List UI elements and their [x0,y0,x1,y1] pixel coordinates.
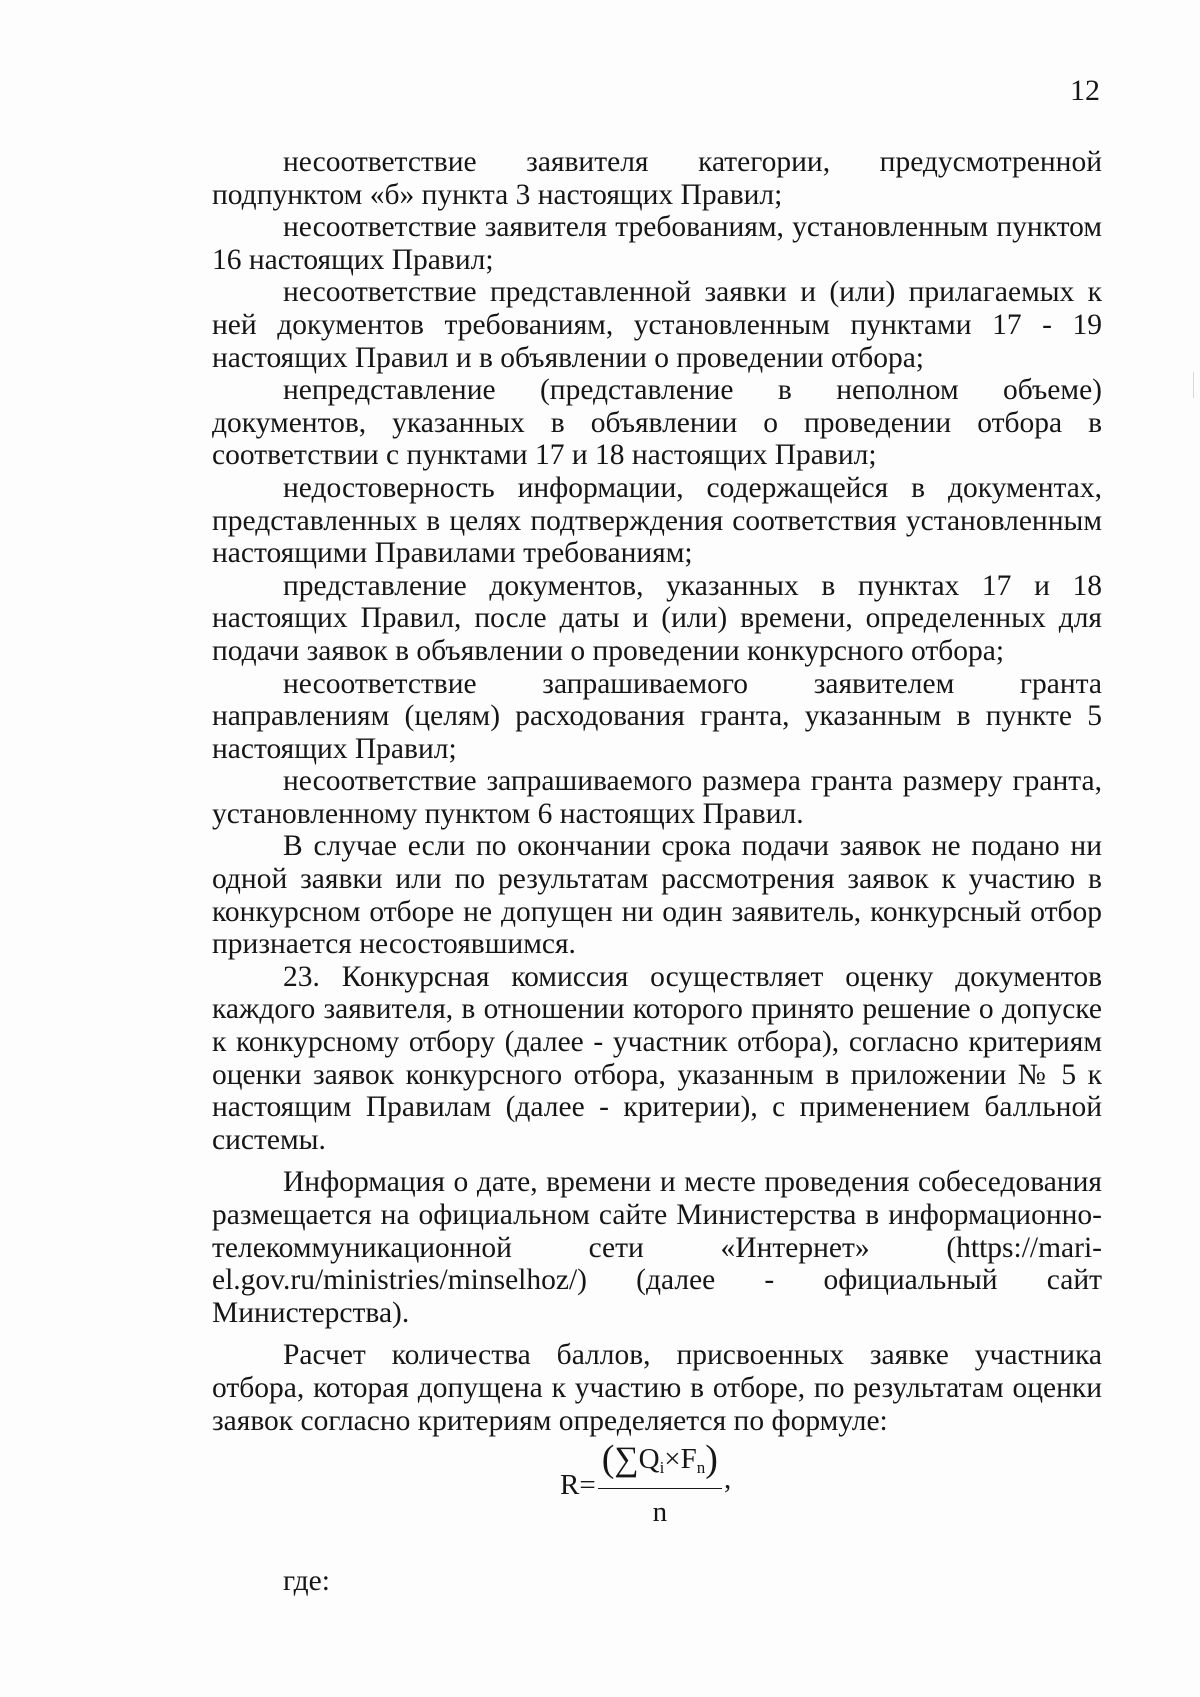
formula-times: × [664,1443,681,1475]
paragraph: недостоверность информации, содержащейся в документах, представленных в целях подтверждения соответствия установленным настоящими Правилами требованиям; [212,471,1102,570]
document-body [212,146,1102,1437]
formula-denominator: n [652,1496,668,1528]
paragraph: Информация о дате, времени и месте проведения собеседования размещается на официальном сайте Министерства в информационно-телекоммуникационной сети «Интернет» (https://mari-el.gov.ru/ministries/minselhoz/) (далее - официальный сайт Министерства). [212,1166,1102,1329]
formula-f-subscript: n [696,1458,706,1477]
where-label: где: [283,1565,330,1597]
formula-fraction [598,1438,722,1529]
paragraph: несоответствие запрашиваемого заявителем гранта направлениям (целям) расходования гранта, указанным в пункте 5 настоящих Правил; [212,667,1102,765]
paragraph: несоответствие представленной заявки и (или) прилагаемых к ней документов требованиям, установленным пунктами 17 - 19 настоящих Правил и в объявлении о проведении отбора; [212,276,1102,374]
formula-numerator [598,1438,722,1489]
paragraph-item-23: 23. Конкурсная комиссия осуществляет оценку документов каждого заявителя, в отношении которого принято решение о допуске к конкурсному отбору (далее - участник отбора), согласно критериям оценки заявок конкурсного отбора, указанным в приложении № 5 к настоящим Правилам (далее - критерии), с применением балльной системы. [212,960,1102,1156]
formula-q: Q [638,1443,660,1475]
formula-sigma: ∑ [614,1441,639,1478]
page-number: 12 [1070,74,1100,107]
paragraph: Расчет количества баллов, присвоенных заявке участника отбора, которая допущена к участию в отборе, по результатам оценки заявок согласно критериям определяется по формуле: [212,1339,1102,1437]
formula-open-paren: ( [601,1438,615,1480]
paragraph: несоответствие заявителя требованиям, установленным пунктом 16 настоящих Правил; [212,211,1102,276]
formula-trailing-comma: , [723,1462,732,1495]
paragraph: несоответствие заявителя категории, предусмотренной подпунктом «б» пункта 3 настоящих Правил; [212,146,1102,211]
score-formula [560,1440,731,1530]
formula-close-paren: ) [705,1438,718,1480]
paragraph: несоответствие запрашиваемого размера гранта размеру гранта, установленному пунктом 6 настоящих Правил. [212,765,1102,830]
paragraph: представление документов, указанных в пунктах 17 и 18 настоящих Правил, после даты и (или) времени, определенных для подачи заявок в объявлении о проведении конкурсного отбора; [212,569,1102,667]
paragraph: непредставление (представление в неполном объеме) документов, указанных в объявлении о проведении отбора в соответствии с пунктами 17 и 18 настоящих Правил; [212,374,1102,472]
formula-f: F [680,1443,697,1475]
paragraph: В случае если по окончании срока подачи заявок не подано ни одной заявки или по результатам рассмотрения заявок к участию в конкурсном отборе не допущен ни один заявитель, конкурсный отбор признается несостоявшимся. [212,830,1102,961]
formula-q-subscript: i [659,1458,665,1477]
scan-artifact [1193,372,1194,398]
formula-lhs: R= [560,1468,596,1501]
